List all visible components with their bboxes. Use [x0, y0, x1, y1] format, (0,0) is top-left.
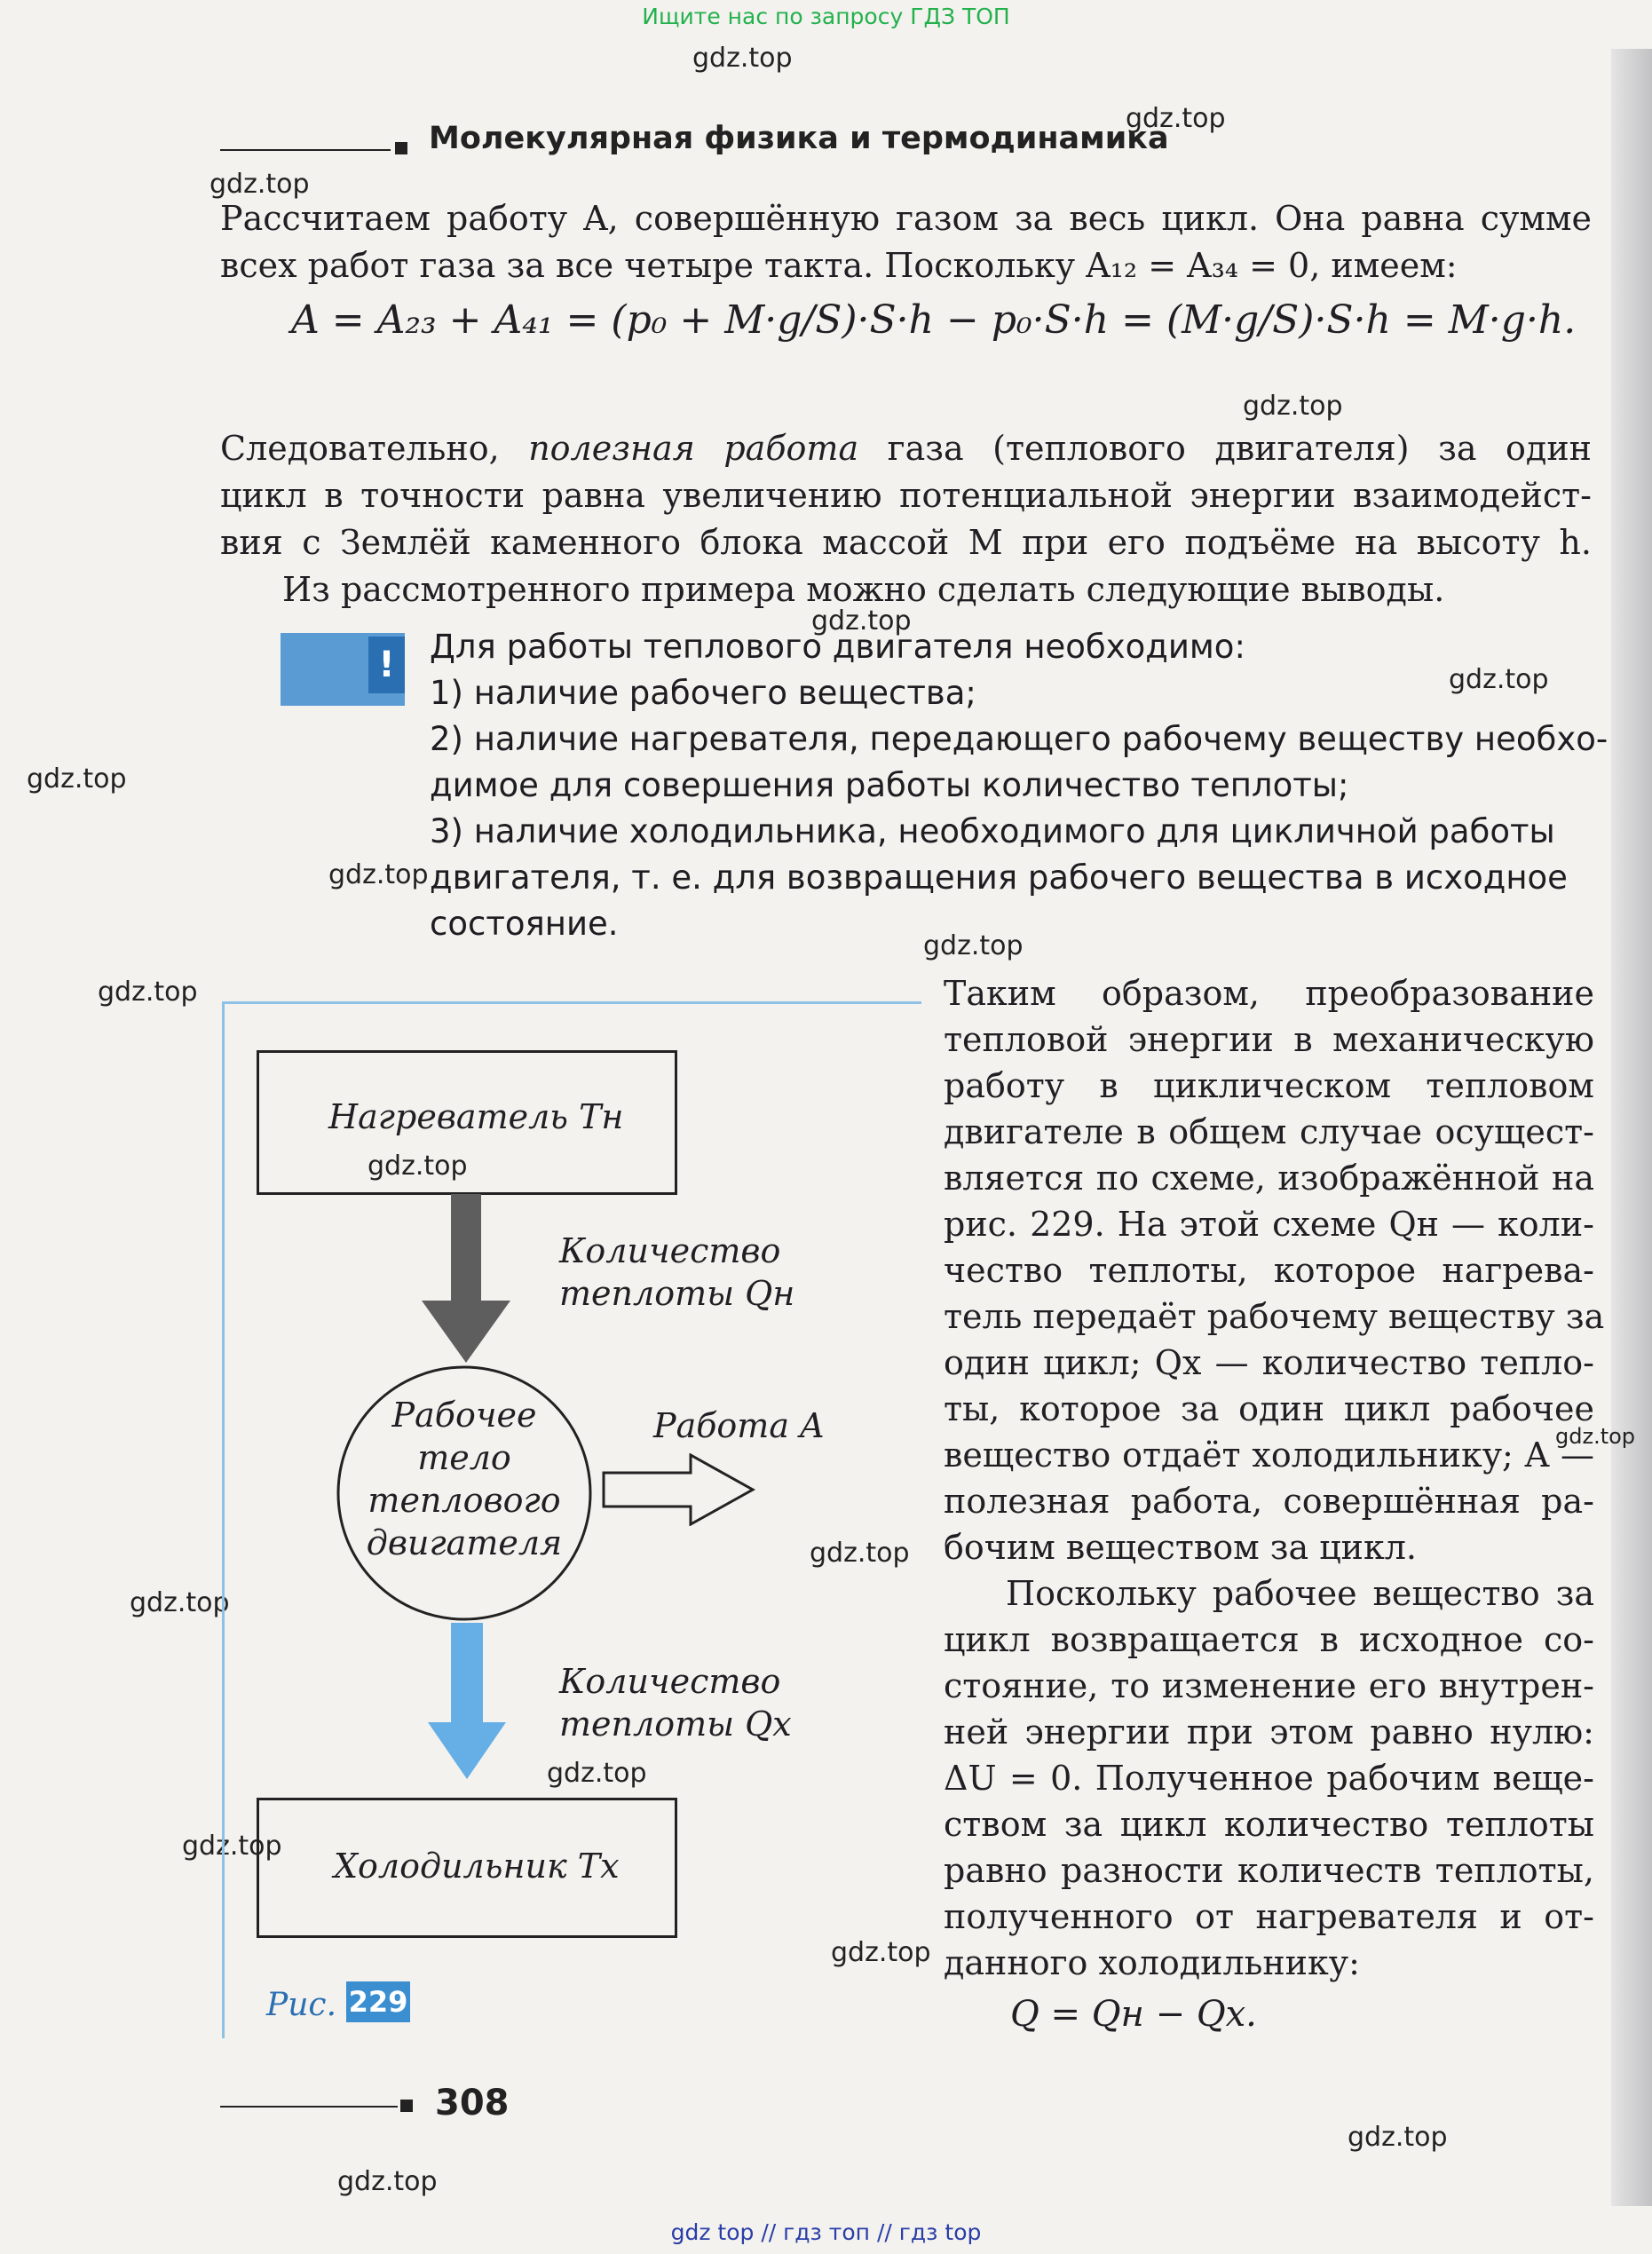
watermark: gdz.top: [337, 2166, 438, 2197]
watermark: gdz.top: [368, 1151, 468, 1182]
cooler-box: [257, 1798, 677, 1938]
important-callout: Для работы теплового двигателя необходимо: 1) наличие рабочего вещества; 2) наличие нагревателя, передающего рабочему веществу необхо- димое для совершения работы количество теплоты; 3) наличие холодильника, необходимого для цикличной работы двигателя, т. е. для возвращения рабочего вещества в исходное состояние.: [430, 628, 1609, 943]
top-banner[interactable]: Ищите нас по запросу ГДЗ ТОП: [642, 4, 1010, 29]
watermark: gdz.top: [98, 977, 198, 1008]
watermark: gdz.top: [831, 1937, 931, 1968]
header-marker: [395, 142, 407, 154]
heat-in-label: Количество теплоты Qн: [559, 1231, 795, 1313]
footer-rule: [220, 2106, 398, 2108]
watermark: gdz.top: [209, 169, 310, 200]
watermark: gdz.top: [811, 605, 912, 637]
watermark: gdz.top: [1555, 1424, 1636, 1449]
watermark: gdz.top: [130, 1587, 230, 1618]
watermark: gdz.top: [182, 1831, 282, 1862]
exclamation-icon: !: [368, 637, 405, 693]
bottom-banner[interactable]: gdz top // гдз топ // гдз top: [670, 2219, 982, 2245]
heat-out-arrow: [426, 1623, 508, 1781]
watermark: gdz.top: [1243, 391, 1343, 422]
work-label: Работа A: [653, 1406, 825, 1445]
figure-caption-number: 229: [346, 1981, 410, 2022]
cooler-label: Холодильник Tх: [334, 1847, 620, 1886]
watermark: gdz.top: [328, 859, 429, 890]
figure-caption-label: Рис.: [266, 1987, 337, 2023]
work-arrow: [602, 1453, 757, 1526]
running-header: Молекулярная физика и термодинамика: [429, 121, 1169, 156]
watermark: gdz.top: [810, 1538, 910, 1569]
important-callout-icon: [281, 633, 405, 706]
watermark: gdz.top: [692, 43, 793, 74]
intro-paragraph: Рассчитаем работу A, совершённую газом за весь цикл. Она равна сумме всех работ газа за все четыре такта. Поскольку A₁₂ = A₃₄ = 0, имеем:: [220, 199, 1592, 285]
header-rule: [220, 149, 391, 151]
heater-box: [257, 1050, 677, 1195]
page-edge-shadow: [1611, 49, 1652, 2206]
heat-balance-formula: Q = Qн − Qх.: [1010, 1994, 1257, 2035]
watermark: gdz.top: [1348, 2122, 1448, 2153]
work-formula: A = A₂₃ + A₄₁ = (p₀ + M·g/S)·S·h − p₀·S·h = (M·g/S)·S·h = M·g·h.: [291, 297, 1577, 343]
conclusion-paragraph: Следовательно, полезная работа газа (теплового двигателя) за один цикл в точности равна увеличению потенциальной энергии взаимодейст- вия с Землёй каменного блока массой M при его подъёме на высоту h. Из рассмотренного примера можно сделать следующие выводы.: [220, 429, 1592, 609]
heater-label: Нагреватель Tн: [328, 1097, 624, 1136]
footer-marker: [400, 2100, 413, 2112]
watermark: gdz.top: [547, 1758, 647, 1789]
heat-in-arrow: [417, 1194, 515, 1364]
working-body-label: Рабочее тело теплового двигателя: [366, 1396, 563, 1562]
watermark: gdz.top: [1449, 664, 1549, 695]
energy-balance-paragraph: Поскольку рабочее вещество за цикл возвращается в исходное со- стояние, то изменение его внутрен- ней энергии при этом равно нулю: ΔU = 0. Полученное рабочим веще- ством за цикл количество теплоты равно разности количеств теплоты, полученного от нагревателя и от- данного холодильнику:: [944, 1574, 1594, 1982]
watermark: gdz.top: [923, 930, 1024, 961]
watermark: gdz.top: [27, 763, 127, 795]
explanation-paragraph: Таким образом, преобразование тепловой энергии в механическую работу в циклическом тепловом двигателе в общем случае осущест- вляется по схеме, изображённой на рис. 229. На этой схеме Qн — коли- чество теплоты, которое нагрева- тель передаёт рабочему веществу за один цикл; Qх — количество тепло- ты, которое за один цикл рабочее вещество отдаёт холодильнику; A — полезная работа, совершённая ра- бочим веществом за цикл.: [944, 974, 1605, 1567]
heat-out-label: Количество теплоты Qх: [559, 1662, 792, 1744]
watermark: gdz.top: [1126, 103, 1226, 134]
page-number: 308: [435, 2083, 510, 2124]
